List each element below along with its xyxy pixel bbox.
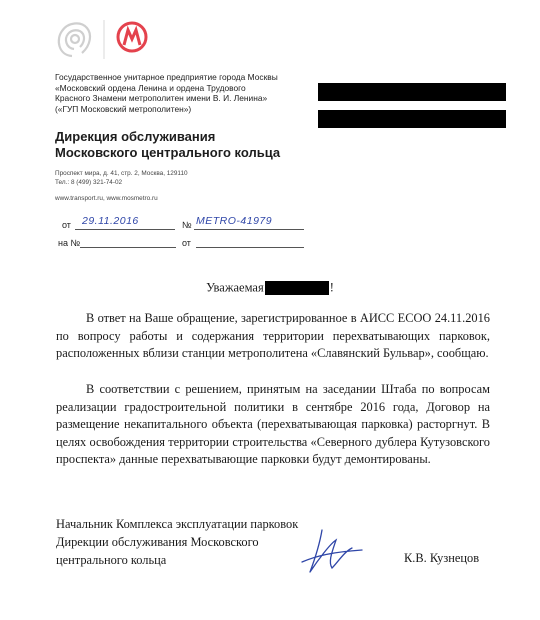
department-line: Московского центрального кольца (55, 145, 281, 160)
reply-date-line (196, 247, 304, 248)
redacted-recipient-name (265, 281, 329, 295)
signatory-title-line: Начальник Комплекса эксплуатации парковок (56, 517, 299, 531)
number-label: № (182, 220, 192, 230)
greeting-text: Уважаемая (206, 280, 264, 295)
department-name (55, 129, 355, 161)
letterhead-logos (54, 15, 164, 63)
body-paragraph: В ответ на Ваше обращение, зарегистрированное в АИСС ЕСОО 24.11.2016 по вопросу работы и содержания территории перехватывающих парковок, расположенных вблизи станции метрополитена «Славянский Бульвар», сообщаю. (56, 311, 490, 361)
reply-number-line (80, 247, 176, 248)
organization-name (55, 72, 325, 114)
date-label: от (62, 220, 71, 230)
handwritten-signature (292, 522, 382, 578)
address-line: Проспект мира, д. 41, стр. 2, Москва, 129110 (55, 170, 188, 177)
signatory-name: К.В. Кузнецов (404, 551, 480, 565)
website-line: www.transport.ru, www.mosmetro.ru (55, 195, 158, 203)
signatory-title-line: центрального кольца (56, 553, 167, 567)
metro-logo (118, 23, 146, 51)
org-line: «Московский ордена Ленина и ордена Трудового (55, 82, 246, 93)
greeting (0, 280, 540, 296)
body-paragraph: В соответствии с решением, принятым на заседании Штаба по вопросам реализации градостроительной политики в сентябре 2016 года, Договор на размещение некапитального объекта (перехватывающая парковка) расторгнут. В целях освобождения территории строительства «Северного дублера Кутузовского проспекта» данные перехватывающие парковки будут демонтированы. (56, 382, 490, 467)
reply-date-label: от (182, 238, 191, 248)
signatory-title (56, 515, 316, 569)
org-line: Государственное унитарное предприятие города Москвы (55, 72, 278, 82)
redacted-recipient-line-1 (318, 83, 506, 101)
handwritten-date: 29.11.2016 (82, 215, 139, 227)
greeting-exclamation: ! (329, 280, 334, 295)
contact-block (55, 170, 255, 204)
number-field-line (194, 229, 304, 230)
phone-line: Тел.: 8 (499) 321-74-02 (55, 178, 123, 186)
department-logo (59, 23, 90, 56)
redacted-recipient-line-2 (318, 110, 506, 128)
org-line: («ГУП Московский метрополитен») (55, 103, 192, 114)
reply-to-number-label: на № (58, 238, 81, 248)
date-field-line (75, 229, 175, 230)
signatory-title-line: Дирекции обслуживания Московского (56, 535, 259, 549)
handwritten-number: METRO-41979 (196, 215, 273, 227)
org-line: Красного Знамени метрополитен имени В. И. Ленина» (55, 93, 268, 104)
department-line: Дирекция обслуживания (55, 129, 216, 144)
